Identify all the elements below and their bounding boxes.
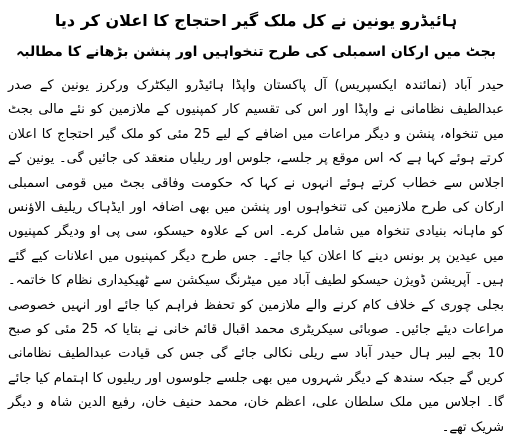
article-body: حیدر آباد (نمائندہ ایکسپریس) آل پاکستان واپڈا ہائیڈرو الیکٹرک ورکرز یونین کے صدر عبدالطیف نظامانی نے واپڈا اور اس کی تقسیم کار کمپنیوں کے ملازمین کو نئے مالی بجٹ میں تنخواہ، پنشن و دیگر مراعات میں اضافے کے لیے 25 مئی کو ملک گیر احتجاج کا اعلان کرتے ہوئے کہا ہے کہ اس موقع پر جلسے، جلوس اور ریلیاں منعقد کی جائیں گی۔ یونین کے اجلاس سے خطاب کرتے ہوئے انہوں نے کہا کہ حکومت وفاقی بجٹ میں قومی اسمبلی ارکان کی طرح ملازمین کی تنخواہوں اور پنشن میں بھی اضافہ اور ایڈہاک ریلیف الاؤنس کو ماہانہ بنیادی تنخواہ میں شامل کرے۔ اس کے علاوہ حیسکو، سی پی او ودیگر کمپنیوں میں عیدین پر بونس دینے کا اعلان کیا جائے۔ جس طرح دیگر کمپنیوں میں اعلانات کیے گئے ہیں۔ آپریشن ڈویژن حیسکو لطیف آباد میں میٹرنگ سیکشن سے ٹھیکیداری نظام کا خاتمہ۔ بجلی چوری کے خلاف کام کرنے والے ملازمین کو تحفظ فراہم کیا جائے اور انہیں خصوصی مراعات دیئے جائیں۔ صوبائی سیکریٹری محمد اقبال قائم خانی نے بتایا کہ 25 مئی کو صبح 10 بجے لیبر ہال حیدر آباد سے ریلی نکالی جائے گی جس کی قیادت عبدالطیف نظامانی کریں گے جبکہ سندھ کے دیگر شہروں میں بھی جلسے جلوسوں اور ریلیوں کا اہتمام کیا جائے گا۔ اجلاس میں ملک سلطان علی، اعظم خان، محمد حنیف خان، رفیع الدین شاہ و دیگر شریک تھے۔ bbox=[8, 78, 504, 435]
headline: ہائیڈرو یونین نے کل ملک گیر احتجاج کا اعلان کر دیا bbox=[54, 11, 458, 30]
subheadline: بجٹ میں ارکان اسمبلی کی طرح تنخواہیں اور پنشن بڑھانے کا مطالبہ bbox=[16, 44, 496, 60]
